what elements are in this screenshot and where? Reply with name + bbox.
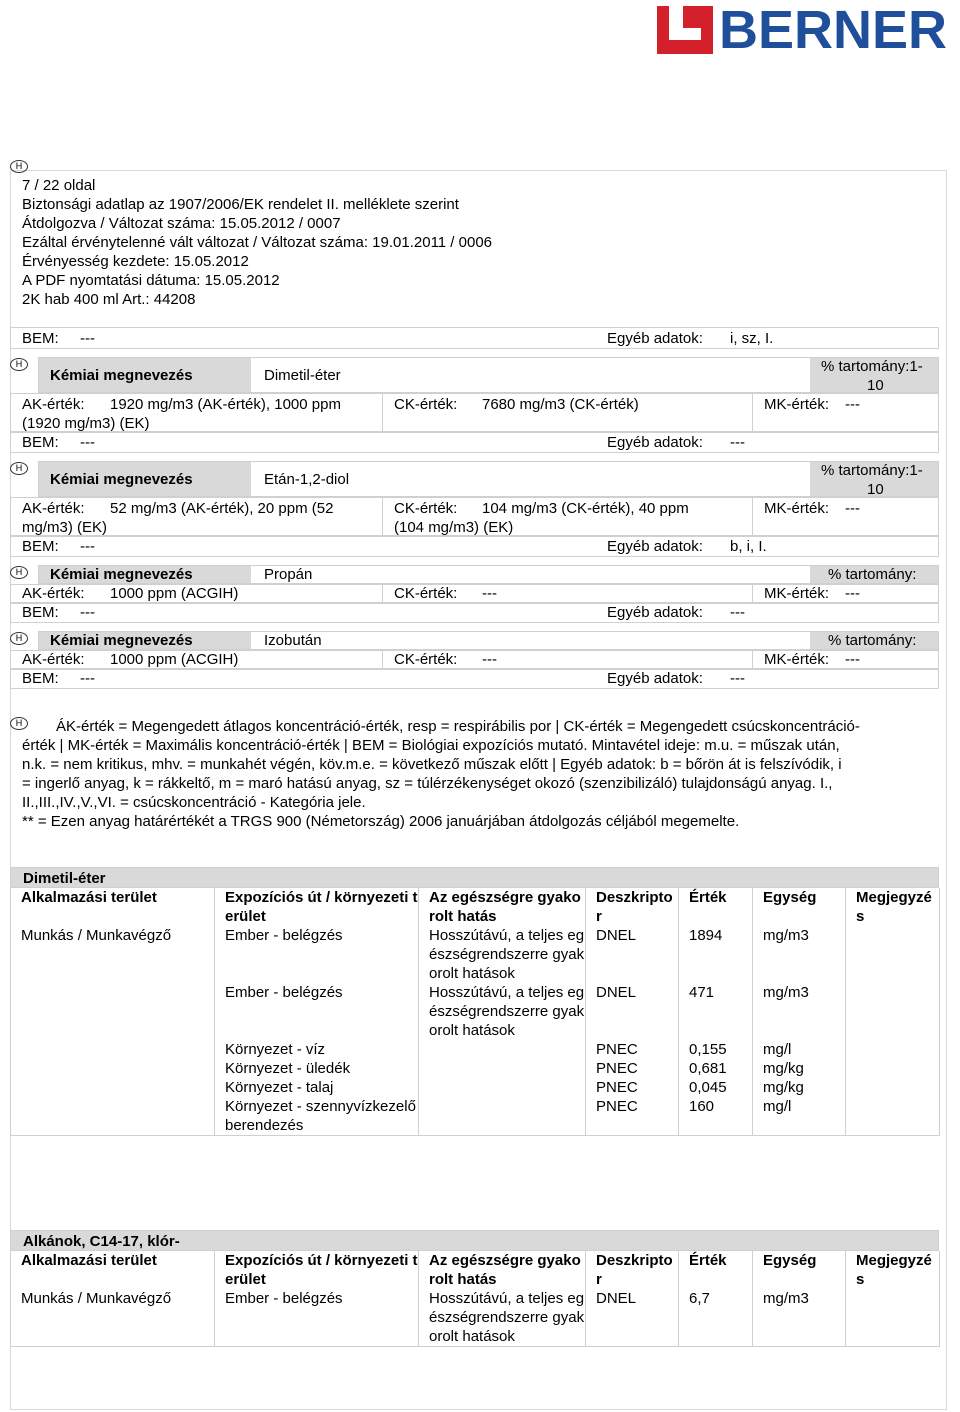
- bem-value: ---: [80, 434, 95, 451]
- table-cell: [419, 1040, 586, 1059]
- mk-value: ---: [845, 396, 860, 413]
- other-data-value: ---: [730, 434, 745, 451]
- document-header: [22, 176, 492, 309]
- table-cell: 471: [679, 983, 753, 1040]
- language-h-icon: H: [10, 632, 28, 645]
- table-cell: PNEC: [586, 1078, 679, 1097]
- table-cell: [11, 1078, 215, 1097]
- dnel-grid: [10, 888, 939, 1136]
- ck-value: 7680 mg/m3 (CK-érték): [482, 396, 639, 413]
- table-cell: Munkás / Munkavégző: [21, 927, 172, 944]
- chem-name-label: Kémiai megnevezés: [50, 367, 193, 384]
- brand-name: BERNER: [719, 0, 948, 60]
- table-cell: Környezet - talaj: [215, 1078, 419, 1097]
- ak-value: 1000 ppm (ACGIH): [110, 585, 239, 602]
- chem-name: Dimetil-éter: [264, 367, 341, 384]
- mk-label: MK-érték:: [764, 396, 830, 413]
- table-cell: Környezet - szennyvízkezelő berendezés: [215, 1097, 419, 1136]
- column-header: Alkalmazási terület: [21, 889, 157, 906]
- brand-logo: [655, 0, 960, 60]
- other-data-value: ---: [730, 670, 745, 687]
- table-row: [11, 1059, 940, 1078]
- bem-label: BEM:: [22, 434, 59, 451]
- table-cell: 1894: [679, 926, 753, 983]
- table-cell: mg/m3: [753, 983, 846, 1040]
- column-header: Megjegyzés: [846, 1251, 940, 1289]
- range-label: % tartomány:1-: [821, 462, 923, 479]
- table-cell: PNEC: [586, 1097, 679, 1136]
- ck-label: CK-érték:: [394, 500, 458, 517]
- range-label: % tartomány:: [828, 632, 917, 649]
- other-data-label: Egyéb adatok:: [607, 604, 703, 621]
- column-header: Expozíciós út / környezeti terület: [215, 1251, 419, 1289]
- chem-name: Etán-1,2-diol: [264, 471, 350, 488]
- column-header: Deszkriptor: [586, 1251, 679, 1289]
- valid-from: Érvényesség kezdete: 15.05.2012: [22, 253, 249, 270]
- bem-row-1: [10, 432, 939, 453]
- ak-value-cont: (1920 mg/m3) (EK): [22, 415, 150, 432]
- mk-label: MK-érték:: [764, 651, 830, 668]
- table-cell: mg/kg: [753, 1059, 846, 1078]
- ak-value: 1000 ppm (ACGIH): [110, 651, 239, 668]
- language-h-icon: H: [10, 160, 28, 173]
- column-header: Expozíciós út / környezeti terület: [215, 888, 419, 926]
- table-cell: DNEL: [586, 926, 679, 983]
- table-cell: [11, 1040, 215, 1059]
- table-cell: Környezet - víz: [215, 1040, 419, 1059]
- print-date: A PDF nyomtatási dátuma: 15.05.2012: [22, 272, 280, 289]
- table-cell: 0,045: [679, 1078, 753, 1097]
- language-h-icon: H: [10, 717, 28, 730]
- table-cell: Környezet - üledék: [215, 1059, 419, 1078]
- other-data-value: ---: [730, 604, 745, 621]
- other-data-label: Egyéb adatok:: [607, 434, 703, 451]
- table-cell: [11, 1059, 215, 1078]
- column-header: Érték: [679, 888, 753, 926]
- column-header: Az egészségre gyakorolt hatás: [419, 888, 586, 926]
- ck-value: ---: [482, 651, 497, 668]
- table-header-row: [11, 888, 940, 926]
- table-cell: mg/m3: [753, 1289, 846, 1347]
- bem-value: ---: [80, 330, 95, 347]
- other-data-label: Egyéb adatok:: [607, 330, 703, 347]
- table-cell: [846, 1097, 940, 1136]
- berner-logo-mark-icon: [655, 4, 717, 56]
- ck-label: CK-érték:: [394, 585, 458, 602]
- table-cell: mg/l: [753, 1097, 846, 1136]
- ak-value-cont: mg/m3) (EK): [22, 519, 108, 536]
- table-cell: Ember - belégzés: [215, 926, 419, 983]
- ck-label: CK-érték:: [394, 651, 458, 668]
- table-row: [11, 1078, 940, 1097]
- column-header: Érték: [679, 1251, 753, 1289]
- ak-label: AK-érték:: [22, 500, 85, 517]
- ck-value: ---: [482, 585, 497, 602]
- mk-value: ---: [845, 585, 860, 602]
- table-cell: [419, 1097, 586, 1136]
- language-h-icon: H: [10, 358, 28, 371]
- bem-value: ---: [80, 538, 95, 555]
- table-cell: [846, 1040, 940, 1059]
- table-row: [11, 1040, 940, 1059]
- ck-label: CK-érték:: [394, 396, 458, 413]
- table-cell: DNEL: [586, 983, 679, 1040]
- table-cell: 0,155: [679, 1040, 753, 1059]
- table-cell: mg/kg: [753, 1078, 846, 1097]
- column-header: Alkalmazási terület: [21, 1252, 157, 1269]
- bem-label: BEM:: [22, 538, 59, 555]
- table-cell: Hosszútávú, a teljes egészségrendszerre gyakorolt hatások: [419, 1289, 586, 1347]
- table-cell: [846, 983, 940, 1040]
- table-cell: Munkás / Munkavégző: [21, 1290, 172, 1307]
- table-cell: Ember - belégzés: [215, 1289, 419, 1347]
- bem-value: ---: [80, 670, 95, 687]
- chem-name: Izobután: [264, 632, 322, 649]
- table-title: Dimetil-éter: [10, 867, 939, 888]
- column-header: Egység: [753, 888, 846, 926]
- bem-label: BEM:: [22, 330, 59, 347]
- dnel-table-dimetil-eter: [10, 867, 939, 1136]
- table-row: [11, 1097, 940, 1136]
- column-header: Egység: [753, 1251, 846, 1289]
- table-cell: mg/m3: [753, 926, 846, 983]
- column-header: Deszkriptor: [586, 888, 679, 926]
- table-header-row: [11, 1251, 940, 1289]
- table-cell: PNEC: [586, 1059, 679, 1078]
- ak-label: AK-érték:: [22, 396, 85, 413]
- bem-row-2: [10, 536, 939, 557]
- bem-row-3: [10, 603, 939, 623]
- ck-value: 104 mg/m3 (CK-érték), 40 ppm: [482, 500, 689, 517]
- ak-value: 52 mg/m3 (AK-érték), 20 ppm (52: [110, 500, 334, 517]
- ck-value-cont: (104 mg/m3) (EK): [394, 519, 514, 536]
- language-h-icon: H: [10, 462, 28, 475]
- bem-label: BEM:: [22, 604, 59, 621]
- ak-value: 1920 mg/m3 (AK-érték), 1000 ppm: [110, 396, 341, 413]
- table-cell: mg/l: [753, 1040, 846, 1059]
- chem-name-label: Kémiai megnevezés: [50, 471, 193, 488]
- range-label: % tartomány:: [828, 566, 917, 583]
- chem-name: Propán: [264, 566, 313, 583]
- table-cell: [846, 1289, 940, 1347]
- dnel-table-alkanok: [10, 1230, 939, 1347]
- product-article: 2K hab 400 ml Art.: 44208: [22, 291, 196, 308]
- bem-value: ---: [80, 604, 95, 621]
- other-data-label: Egyéb adatok:: [607, 538, 703, 555]
- revision: Átdolgozva / Változat száma: 15.05.2012 / 0007: [22, 215, 341, 232]
- table-title: Alkánok, C14-17, klór-: [10, 1230, 939, 1251]
- bem-row-4: [10, 669, 939, 689]
- mk-label: MK-érték:: [764, 500, 830, 517]
- range-label: % tartomány:1-: [821, 358, 923, 375]
- mk-label: MK-érték:: [764, 585, 830, 602]
- table-cell: Ember - belégzés: [215, 983, 419, 1040]
- ak-label: AK-érték:: [22, 585, 85, 602]
- bem-row: [10, 327, 939, 349]
- table-cell: Hosszútávú, a teljes egészségrendszerre gyakorolt hatások: [419, 983, 586, 1040]
- table-row: [11, 983, 940, 1040]
- other-data-value: b, i, I.: [730, 538, 767, 555]
- chem-name-label: Kémiai megnevezés: [50, 632, 193, 649]
- table-cell: [419, 1078, 586, 1097]
- range-value: 10: [867, 481, 884, 498]
- bem-label: BEM:: [22, 670, 59, 687]
- other-data-label: Egyéb adatok:: [607, 670, 703, 687]
- mk-value: ---: [845, 651, 860, 668]
- column-header: Az egészségre gyakorolt hatás: [419, 1251, 586, 1289]
- table-cell: DNEL: [586, 1289, 679, 1347]
- table-cell: 160: [679, 1097, 753, 1136]
- language-h-icon: H: [10, 566, 28, 579]
- doc-title: Biztonsági adatlap az 1907/2006/EK rendelet II. melléklete szerint: [22, 196, 459, 213]
- superseded-version: Ezáltal érvénytelenné vált változat / Változat száma: 19.01.2011 / 0006: [22, 234, 493, 251]
- table-cell: [419, 1059, 586, 1078]
- table-cell: [11, 983, 215, 1040]
- table-cell: [11, 1097, 215, 1136]
- page-number: 7 / 22 oldal: [22, 177, 96, 194]
- table-row: [11, 1289, 940, 1347]
- mk-value: ---: [845, 500, 860, 517]
- table-cell: Hosszútávú, a teljes egészségrendszerre gyakorolt hatások: [419, 926, 586, 983]
- table-cell: PNEC: [586, 1040, 679, 1059]
- column-header: Megjegyzés: [846, 888, 940, 926]
- table-cell: [846, 926, 940, 983]
- table-row: [11, 926, 940, 983]
- table-cell: [846, 1078, 940, 1097]
- table-cell: 6,7: [679, 1289, 753, 1347]
- chem-name-label: Kémiai megnevezés: [50, 566, 193, 583]
- other-data-value: i, sz, I.: [730, 330, 774, 347]
- abbreviation-legend: ÁK-érték = Megengedett átlagos koncentráció-érték, resp = respirábilis por | CK-érték = Megengedett csúcskoncentráció- érték | MK-érték = Maximális koncentráció-érték | BEM = Biológiai expozíciós mutató. Mintavétel ideje: m.u. = műszak után, n.k. = nem kritikus, mhv. = munkahét végén, köv.m.e. = következő műszak előtt | Egyéb adatok: b = bőrön át is felszívódik, i = ingerlő anyag, k = rákkeltő, m = maró hatású anyag, sz = túlérzékenységet okozó (szenzibilizáló) tulajdonságú anyag. I., II.,III.,IV.,V.,VI. = csúcskoncentráció - Kategória jele. ** = Ezen anyag határértékét a TRGS 900 (Németország) 2006 januárjában átdolgozás céljából megemelte.: [22, 718, 860, 830]
- range-value: 10: [867, 377, 884, 394]
- dnel-grid: [10, 1251, 939, 1347]
- table-cell: [846, 1059, 940, 1078]
- table-cell: 0,681: [679, 1059, 753, 1078]
- ak-label: AK-érték:: [22, 651, 85, 668]
